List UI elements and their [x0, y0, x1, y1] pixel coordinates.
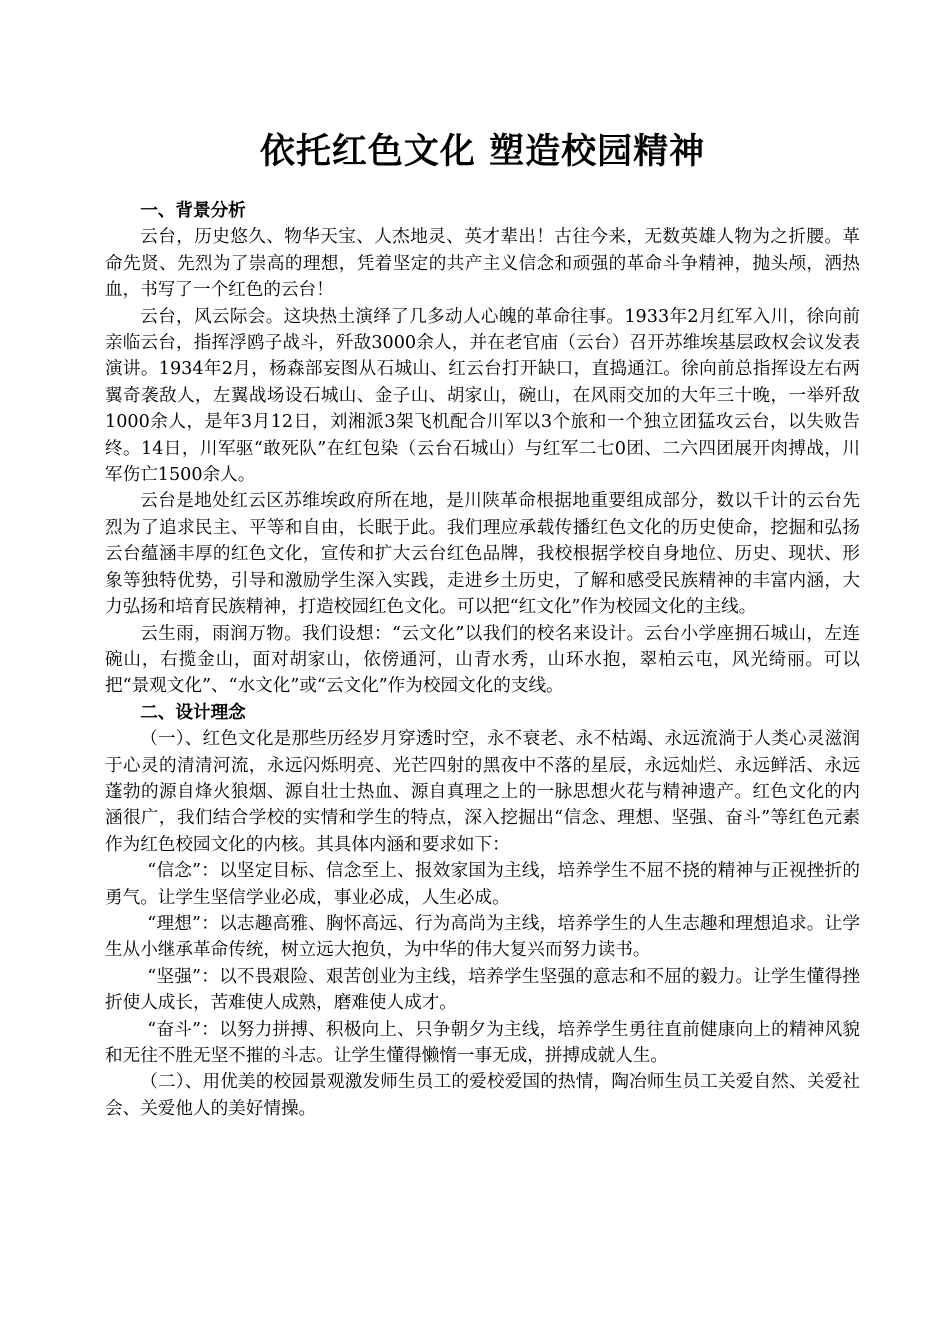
paragraph: （二）、用优美的校园景观激发师生员工的爱校爱国的热情，陶冶师生员工关爱自然、关爱社会、关爱他人的美好情操。 [105, 1072, 860, 1119]
section-heading-background: 一、背景分析 [140, 201, 246, 221]
section-heading-design: 二、设计理念 [140, 702, 246, 723]
paragraph-belief: “信念”：以坚定目标、信念至上、报效家国为主线，培养学生不屈不挠的精神与正视挫折的勇气。让学生坚信学业必成，事业必成，人生必成。 [105, 861, 860, 908]
paragraph: 云台，历史悠久、物华天宝、人杰地灵、英才辈出！古往今来，无数英雄人物为之折腰。革命先贤、先烈为了崇高的理想，凭着坚定的共产主义信念和顽强的革命斗争精神，抛头颅，洒热血，书写了一个红色的云台！ [105, 227, 860, 301]
paragraph: （一）、红色文化是那些历经岁月穿透时空，永不衰老、永不枯竭、永远流淌于人类心灵滋润于心灵的清清河流，永远闪烁明亮、光芒四射的黑夜中不落的星辰，永远灿烂、永远鲜活、永远蓬勃的源自烽火狼烟、源自壮士热血、源自真理之上的一脉思想火花与精神遗产。红色文化的内涵很广，我们结合学校的实情和学生的特点，深入挖掘出“信念、理想、坚强、奋斗”等红色元素作为红色校园文化的内核。其具体内涵和要求如下： [105, 729, 860, 855]
page-title: 依托红色文化 塑造校园精神 [259, 132, 706, 172]
paragraph: 云生雨，雨润万物。我们设想：“云文化”以我们的校名来设计。云台小学座拥石城山，左连碗山，右揽金山，面对胡家山，依傍通河，山青水秀，山环水抱，翠柏云屯，风光绮丽。可以把“景观文化”、“水文化”或“云文化”作为校园文化的支线。 [105, 623, 860, 697]
paragraph-strength: “坚强”：以不畏艰险、艰苦创业为主线，培养学生坚强的意志和不屈的毅力。让学生懂得挫折使人成长，苦难使人成熟，磨难使人成才。 [105, 966, 860, 1014]
paragraph-ideal: “理想”：以志趣高雅、胸怀高远、行为高尚为主线，培养学生的人生志趣和理想追求。让学生从小继承革命传统，树立远大抱负，为中华的伟大复兴而努力读书。 [105, 913, 860, 961]
paragraph: 云台，风云际会。这块热土演绎了几多动人心魄的革命往事。1933年2月红军入川，徐向前亲临云台，指挥浮鸥子战斗，歼敌3000余人，并在老官庙（云台）召开苏维埃基层政权会议发表演讲。1934年2月，杨森部妄图从石城山、红云台打开缺口，直捣通江。徐向前总指挥设左右两翼奇袭敌人，左翼战场设石城山、金子山、胡家山，碗山，在风雨交加的大年三十晚，一举歼敌1000余人，是年3月12日，刘湘派3架飞机配合川军以3个旅和一个独立团猛攻云台，以失败告终。14日，川军驱“敢死队”在红包染（云台石城山）与红军二七0团、二六四团展开肉搏战，川军伤亡1500余人。 [105, 306, 860, 486]
paragraph: 云台是地处红云区苏维埃政府所在地，是川陕革命根据地重要组成部分，数以千计的云台先烈为了追求民主、平等和自由，长眠于此。我们理应承载传播红色文化的历史使命，挖掘和弘扬云台蕴涵丰厚的红色文化，宣传和扩大云台红色品牌，我校根据学校自身地位、历史、现状、形象等独特优势，引导和激励学生深入实践，走进乡土历史，了解和感受民族精神的丰富内涵，大力弘扬和培育民族精神，打造校园红色文化。可以把“红文化”作为校园文化的主线。 [105, 491, 860, 618]
document-body [105, 198, 860, 1122]
paragraph-struggle: “奋斗”：以努力拼搏、积极向上、只争朝夕为主线，培养学生勇往直前健康向上的精神风貌和无往不胜无坚不摧的斗志。让学生懂得懒惰一事无成，拼搏成就人生。 [105, 1019, 860, 1066]
